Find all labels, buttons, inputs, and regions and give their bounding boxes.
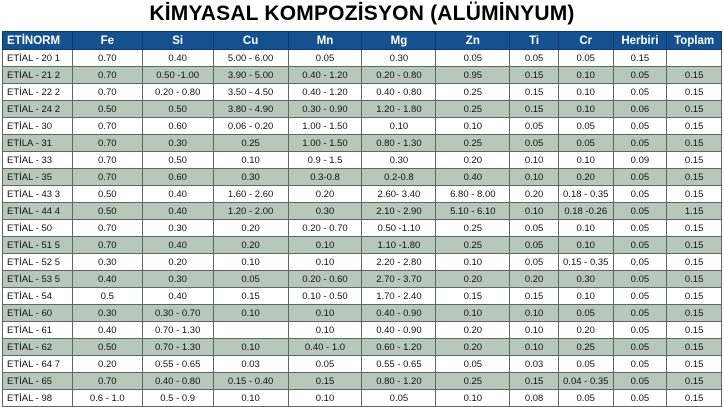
composition-cell: 0.05 (288, 50, 362, 67)
composition-cell: 0.10 (558, 288, 613, 305)
composition-cell: 1.10 -1.80 (362, 237, 436, 254)
composition-cell: 0.10 (213, 152, 288, 169)
composition-cell: 0.06 - 0.20 (213, 118, 288, 135)
composition-cell: 0.40 (72, 271, 142, 288)
table-row (3, 186, 722, 203)
composition-cell: 5.10 - 6.10 (436, 203, 510, 220)
composition-cell: 0.40 (72, 322, 142, 339)
composition-cell: 0.20 (213, 220, 288, 237)
composition-cell: 0.15 (667, 186, 722, 203)
composition-cell: 0.25 (436, 135, 510, 152)
composition-cell: 0.50 -1.10 (362, 220, 436, 237)
composition-cell: 0.05 (558, 390, 613, 407)
composition-cell: 0.15 (667, 288, 722, 305)
alloy-name-cell: ETİAL - 54 (3, 288, 73, 305)
composition-cell: 0.70 (72, 50, 142, 67)
composition-cell: 0.10 (558, 101, 613, 118)
table-row (3, 203, 722, 220)
composition-cell: 0.10 (213, 339, 288, 356)
composition-cell: 0.10 (510, 322, 559, 339)
alloy-name-cell: ETİAL - 50 (3, 220, 73, 237)
composition-cell: 0.55 - 0.65 (362, 356, 436, 373)
table-row (3, 237, 722, 254)
composition-cell: 0.15 - 0.40 (213, 373, 288, 390)
alloy-name-cell: ETİAL - 44 4 (3, 203, 73, 220)
composition-cell: 0.70 (72, 84, 142, 101)
composition-cell: 0.05 (613, 237, 667, 254)
composition-cell: 0.10 (558, 152, 613, 169)
composition-cell: 0.9 - 1.5 (288, 152, 362, 169)
composition-cell: 0.10 (510, 203, 559, 220)
composition-cell: 0.40 - 0.90 (362, 305, 436, 322)
composition-cell: 0.15 (667, 339, 722, 356)
composition-cell: 0.10 (213, 390, 288, 407)
composition-cell: 0.10 (288, 322, 362, 339)
composition-cell: 0.05 (613, 135, 667, 152)
composition-cell: 0.15 (436, 288, 510, 305)
composition-cell: 0.40 (436, 169, 510, 186)
composition-cell: 0.70 (72, 118, 142, 135)
composition-cell: 0.40 - 0.80 (362, 84, 436, 101)
composition-cell: 0.70 (72, 373, 142, 390)
composition-cell: 0.10 (510, 305, 559, 322)
composition-cell: 2.10 - 2.90 (362, 203, 436, 220)
composition-cell: 1.20 - 1.80 (362, 101, 436, 118)
column-header: Cu (213, 32, 288, 50)
composition-cell: 0.25 (213, 135, 288, 152)
composition-cell: 0.60 (142, 118, 213, 135)
composition-cell: 0.05 (288, 356, 362, 373)
composition-cell: 0.10 (436, 254, 510, 271)
composition-cell: 0.10 (288, 254, 362, 271)
alloy-name-cell: ETİAL - 60 (3, 305, 73, 322)
composition-cell: 0.40 (142, 237, 213, 254)
column-header: Herbiri (613, 32, 667, 50)
composition-cell: 0.05 (613, 373, 667, 390)
composition-cell: 0.30 (288, 203, 362, 220)
alloy-name-cell: ETİAL - 35 (3, 169, 73, 186)
composition-cell: 0.09 (613, 152, 667, 169)
composition-cell: 1.60 - 2.60 (213, 186, 288, 203)
composition-cell: 0.30 (213, 169, 288, 186)
alloy-name-cell: ETİAL - 22 2 (3, 84, 73, 101)
composition-cell: 0.70 (72, 152, 142, 169)
table-row (3, 356, 722, 373)
composition-cell: 0.05 (613, 67, 667, 84)
composition-cell: 0.10 (213, 305, 288, 322)
composition-cell: 0.05 (558, 356, 613, 373)
table-row (3, 390, 722, 407)
composition-cell: 0.15 (667, 237, 722, 254)
composition-cell: 6.80 - 8.00 (436, 186, 510, 203)
composition-cell: 0.80 - 1.30 (362, 135, 436, 152)
composition-cell: 0.05 (613, 254, 667, 271)
column-header: Mn (288, 32, 362, 50)
composition-cell: 0.10 (288, 390, 362, 407)
composition-cell: 0.60 - 1.20 (362, 339, 436, 356)
table-row (3, 67, 722, 84)
composition-cell: 0.5 (72, 288, 142, 305)
composition-cell: 0.05 (613, 271, 667, 288)
composition-cell: 0.05 (613, 169, 667, 186)
column-header: Ti (510, 32, 559, 50)
composition-cell: 0.05 (510, 135, 559, 152)
composition-cell: 0.15 (510, 101, 559, 118)
composition-cell: 0.40 - 0.80 (142, 373, 213, 390)
table-row (3, 220, 722, 237)
composition-cell: 0.10 (436, 305, 510, 322)
composition-cell: 0.15 (667, 169, 722, 186)
composition-cell: 0.20 (510, 186, 559, 203)
composition-cell: 0.04 - 0.35 (558, 373, 613, 390)
composition-cell (667, 50, 722, 67)
composition-cell: 0.95 (436, 67, 510, 84)
alloy-name-cell: ETİAL - 52 5 (3, 254, 73, 271)
alloy-name-cell: ETİAL - 33 (3, 152, 73, 169)
composition-cell: 3.80 - 4.90 (213, 101, 288, 118)
composition-cell: 0.40 - 1.20 (288, 67, 362, 84)
composition-cell: 0.50 (72, 203, 142, 220)
table-row (3, 84, 722, 101)
composition-cell: 0.50 (142, 152, 213, 169)
composition-cell: 0.15 (510, 84, 559, 101)
composition-cell: 0.20 (558, 169, 613, 186)
composition-cell: 0.40 - 1.20 (288, 84, 362, 101)
alloy-name-cell: ETİLA - 31 (3, 135, 73, 152)
composition-cell: 0.15 (667, 322, 722, 339)
composition-cell: 0.10 (288, 237, 362, 254)
composition-cell: 0.05 (613, 356, 667, 373)
composition-cell: 0.20 - 0.70 (288, 220, 362, 237)
table-row (3, 118, 722, 135)
composition-cell: 0.15 (667, 271, 722, 288)
page-title: KİMYASAL KOMPOZİSYON (ALÜMİNYUM) (149, 2, 575, 25)
composition-cell: 0.10 (510, 339, 559, 356)
alloy-name-cell: ETİAL - 51 5 (3, 237, 73, 254)
composition-cell: 0.10 (558, 67, 613, 84)
composition-cell: 0.05 (213, 271, 288, 288)
composition-cell: 0.05 (558, 135, 613, 152)
composition-cell: 0.30 (142, 135, 213, 152)
table-row (3, 152, 722, 169)
composition-cell: 0.10 (558, 220, 613, 237)
composition-cell: 0.05 (510, 237, 559, 254)
composition-cell: 0.25 (558, 339, 613, 356)
composition-cell: 0.15 (667, 254, 722, 271)
table-row (3, 322, 722, 339)
composition-cell: 0.05 (510, 220, 559, 237)
table-row (3, 101, 722, 118)
column-header: Mg (362, 32, 436, 50)
composition-cell: 0.08 (510, 390, 559, 407)
composition-cell: 0.15 (667, 373, 722, 390)
composition-cell: 0.05 (613, 220, 667, 237)
composition-cell: 0.06 (613, 101, 667, 118)
composition-cell: 0.40 (142, 50, 213, 67)
composition-cell: 0.15 (667, 356, 722, 373)
alloy-name-cell: ETİAL - 98 (3, 390, 73, 407)
composition-cell: 0.20 (436, 339, 510, 356)
composition-cell: 0.2-0.8 (362, 169, 436, 186)
composition-cell: 0.70 - 1.30 (142, 322, 213, 339)
table-row (3, 135, 722, 152)
composition-cell: 0.70 (72, 67, 142, 84)
composition-cell: 0.30 - 0.70 (142, 305, 213, 322)
composition-cell: 0.05 (362, 390, 436, 407)
composition-cell: 0.20 - 0.60 (288, 271, 362, 288)
table-row (3, 50, 722, 67)
alloy-name-cell: ETİAL - 21 2 (3, 67, 73, 84)
composition-cell: 2.70 - 3.70 (362, 271, 436, 288)
composition-cell: 0.50 (72, 101, 142, 118)
composition-cell: 0.05 (510, 118, 559, 135)
composition-cell: 0.40 - 1.0 (288, 339, 362, 356)
composition-cell: 0.40 (142, 288, 213, 305)
composition-cell: 0.20 (436, 271, 510, 288)
composition-cell: 0.15 (667, 67, 722, 84)
composition-cell (213, 322, 288, 339)
composition-cell: 0.20 (436, 322, 510, 339)
composition-cell: 0.50 -1.00 (142, 67, 213, 84)
composition-cell: 0.10 (288, 305, 362, 322)
composition-cell: 0.05 (436, 356, 510, 373)
composition-cell: 0.30 (142, 220, 213, 237)
composition-cell: 0.10 (510, 152, 559, 169)
composition-cell: 1.70 - 2.40 (362, 288, 436, 305)
alloy-name-cell: ETİAL - 64 7 (3, 356, 73, 373)
composition-cell: 0.40 (142, 203, 213, 220)
composition-cell: 0.05 (613, 84, 667, 101)
composition-cell: 0.80 - 1.20 (362, 373, 436, 390)
alloy-name-cell: ETİAL - 61 (3, 322, 73, 339)
composition-cell: 0.15 (667, 220, 722, 237)
composition-cell: 1.00 - 1.50 (288, 118, 362, 135)
composition-cell: 0.05 (613, 339, 667, 356)
composition-cell: 0.05 (613, 118, 667, 135)
composition-cell: 0.30 (362, 152, 436, 169)
alloy-name-cell: ETİAL - 62 (3, 339, 73, 356)
composition-cell: 0.3-0.8 (288, 169, 362, 186)
composition-cell: 0.10 (558, 84, 613, 101)
composition-cell: 0.70 (72, 169, 142, 186)
composition-cell: 0.70 (72, 135, 142, 152)
composition-cell: 0.25 (436, 373, 510, 390)
column-header: Si (142, 32, 213, 50)
composition-cell: 0.05 (613, 305, 667, 322)
composition-cell: 0.20 (213, 237, 288, 254)
table-row (3, 254, 722, 271)
composition-cell: 0.15 (510, 373, 559, 390)
composition-cell: 0.25 (436, 101, 510, 118)
composition-cell: 0.30 (558, 271, 613, 288)
composition-cell: 0.18 - 0.35 (558, 186, 613, 203)
composition-cell: 0.15 (667, 135, 722, 152)
composition-cell: 0.50 (72, 339, 142, 356)
table-row (3, 271, 722, 288)
composition-cell: 0.05 (613, 186, 667, 203)
composition-cell: 0.30 (72, 254, 142, 271)
composition-cell: 0.15 (213, 288, 288, 305)
composition-cell: 0.6 - 1.0 (72, 390, 142, 407)
composition-cell: 0.03 (213, 356, 288, 373)
composition-cell: 0.05 (436, 50, 510, 67)
column-header: Toplam (667, 32, 722, 50)
composition-cell: 0.20 (558, 322, 613, 339)
composition-cell: 0.25 (436, 84, 510, 101)
column-header: Fe (72, 32, 142, 50)
column-header: Zn (436, 32, 510, 50)
composition-cell: 0.55 - 0.65 (142, 356, 213, 373)
composition-cell: 0.15 - 0.35 (558, 254, 613, 271)
composition-cell: 0.30 - 0.90 (288, 101, 362, 118)
composition-cell: 0.15 (510, 288, 559, 305)
composition-cell: 0.05 (613, 390, 667, 407)
table-row (3, 169, 722, 186)
composition-cell: 0.05 (510, 254, 559, 271)
composition-cell: 0.5 - 0.9 (142, 390, 213, 407)
composition-cell: 0.15 (613, 50, 667, 67)
composition-cell: 0.20 (72, 356, 142, 373)
alloy-name-cell: ETİAL - 20 1 (3, 50, 73, 67)
composition-cell: 0.30 (142, 271, 213, 288)
composition-cell: 0.10 (510, 169, 559, 186)
table-row (3, 373, 722, 390)
composition-cell: 0.20 (436, 152, 510, 169)
composition-cell: 0.20 - 0.80 (362, 67, 436, 84)
composition-cell: 1.00 - 1.50 (288, 135, 362, 152)
composition-cell: 0.05 (613, 288, 667, 305)
composition-cell: 0.20 (142, 254, 213, 271)
composition-cell: 0.50 (142, 101, 213, 118)
composition-cell: 0.10 (436, 118, 510, 135)
composition-cell: 0.15 (510, 67, 559, 84)
table-row (3, 339, 722, 356)
composition-cell: 1.20 - 2.00 (213, 203, 288, 220)
alloy-name-cell: ETİAL - 43 3 (3, 186, 73, 203)
composition-cell: 0.50 (72, 186, 142, 203)
composition-cell: 0.70 - 1.30 (142, 339, 213, 356)
alloy-name-cell: ETİAL - 53 5 (3, 271, 73, 288)
composition-cell: 0.15 (667, 305, 722, 322)
composition-cell: 0.05 (613, 203, 667, 220)
composition-cell: 0.30 (72, 305, 142, 322)
table-row (3, 288, 722, 305)
composition-cell: 2.60- 3.40 (362, 186, 436, 203)
composition-cell: 3.50 - 4.50 (213, 84, 288, 101)
composition-cell: 0.10 (436, 390, 510, 407)
composition-cell: 0.05 (558, 305, 613, 322)
composition-cell: 0.30 (362, 50, 436, 67)
composition-cell: 0.10 - 0.50 (288, 288, 362, 305)
composition-cell: 0.20 (510, 271, 559, 288)
composition-cell: 0.15 (667, 118, 722, 135)
composition-cell: 0.25 (436, 237, 510, 254)
composition-cell: 0.20 - 0.80 (142, 84, 213, 101)
table-row (3, 305, 722, 322)
table-header-row (3, 32, 722, 50)
alloy-name-cell: ETİAL - 24 2 (3, 101, 73, 118)
column-header: Cr (558, 32, 613, 50)
composition-cell: 1.15 (667, 203, 722, 220)
composition-cell: 0.10 (362, 118, 436, 135)
composition-cell: 0.15 (288, 373, 362, 390)
composition-cell: 0.15 (667, 152, 722, 169)
composition-cell: 0.05 (510, 50, 559, 67)
composition-cell: 0.03 (510, 356, 559, 373)
composition-cell: 0.10 (558, 237, 613, 254)
composition-cell: 0.18 -0.26 (558, 203, 613, 220)
composition-cell: 0.40 - 0.90 (362, 322, 436, 339)
alloy-name-cell: ETİAL - 30 (3, 118, 73, 135)
composition-cell: 0.70 (72, 220, 142, 237)
composition-cell: 0.60 (142, 169, 213, 186)
composition-cell: 0.05 (558, 50, 613, 67)
composition-cell: 0.15 (667, 101, 722, 118)
composition-cell: 0.15 (667, 390, 722, 407)
alloy-name-cell: ETİAL - 65 (3, 373, 73, 390)
composition-cell: 0.15 (667, 84, 722, 101)
composition-cell: 5.00 - 6.00 (213, 50, 288, 67)
composition-cell: 3.90 - 5.00 (213, 67, 288, 84)
composition-cell: 0.70 (72, 237, 142, 254)
composition-cell: 0.05 (613, 322, 667, 339)
table-body (3, 50, 722, 407)
column-header: ETİNORM (3, 32, 73, 50)
composition-cell: 0.05 (558, 118, 613, 135)
composition-table (2, 31, 722, 407)
composition-cell: 2.20 - 2.80 (362, 254, 436, 271)
composition-cell: 0.10 (213, 254, 288, 271)
composition-cell: 0.40 (142, 186, 213, 203)
composition-cell: 0.25 (436, 220, 510, 237)
composition-cell: 0.20 (288, 186, 362, 203)
